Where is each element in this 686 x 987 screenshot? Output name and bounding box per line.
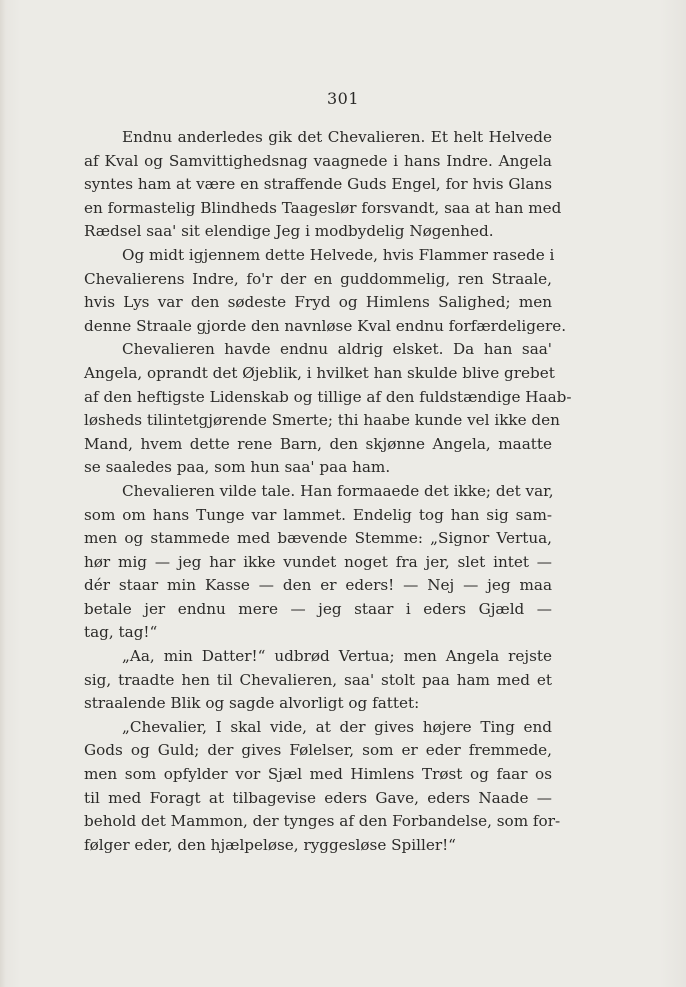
text-line: Chevalieren vilde tale. Han formaaede det ikke; det var,	[122, 481, 554, 500]
text-line: betale jer endnu mere — jeg staar i eders Gjæld —	[84, 599, 552, 618]
text-line: men som opfylder vor Sjæl med Himlens Trøst og faar os	[84, 765, 552, 784]
text-line: Og midt igjennem dette Helvede, hvis Flammer rasede i	[122, 245, 555, 264]
paragraph	[84, 338, 572, 480]
paragraph	[84, 480, 552, 645]
text-line: følger eder, den hjælpeløse, ryggesløse Spiller!“	[84, 835, 456, 854]
text-line: „Aa, min Datter!“ udbrød Vertua; men Angela rejste	[122, 647, 552, 666]
text-line: Mand, hvem dette rene Barn, den skjønne Angela, maatte	[84, 434, 552, 453]
text-line: Chevalierens Indre, fo'r der en guddommelig, ren Straale,	[84, 269, 552, 288]
text-line: Endnu anderledes gik det Chevalieren. Et helt Helvede	[122, 128, 552, 146]
text-line: men og stammede med bævende Stemme: „Signor Vertua,	[84, 529, 552, 548]
text-line: en formastelig Blindheds Taageslør forsvandt, saa at han med	[84, 198, 562, 217]
paragraph	[84, 716, 561, 858]
text-line: tag, tag!“	[84, 623, 158, 642]
text-line: denne Straale gjorde den navnløse Kval endnu forfærdeligere.	[84, 316, 567, 335]
text-line: sig, traadte hen til Chevalieren, saa' stolt paa ham med et	[84, 670, 552, 689]
text-line: syntes ham at være en straffende Guds Engel, for hvis Glans	[84, 175, 552, 194]
text-line: Gods og Guld; der gives Følelser, som er eder fremmede,	[84, 741, 552, 760]
text-line: behold det Mammon, der tynges af den Forbandelse, som for-	[84, 812, 561, 831]
body-text	[84, 126, 572, 857]
text-line: til med Foragt at tilbagevise eders Gave, eders Naade —	[84, 788, 552, 807]
page-number: 301	[326, 89, 360, 108]
text-line: Rædsel saa' sit elendige Jeg i modbydelig Nøgenhed.	[84, 222, 494, 241]
text-line: Angela, oprandt det Øjeblik, i hvilket han skulde blive grebet	[84, 363, 555, 382]
text-line: hør mig — jeg har ikke vundet noget fra jer, slet intet —	[84, 552, 552, 571]
text-line: straalende Blik og sagde alvorligt og fattet:	[84, 694, 420, 713]
text-line: hvis Lys var den sødeste Fryd og Himlens Salighed; men	[84, 293, 552, 312]
text-line: dér staar min Kasse — den er eders! — Nej — jeg maa	[84, 576, 552, 595]
text-line: af den heftigste Lidenskab og tillige af den fuldstændige Haab-	[84, 387, 572, 406]
text-line: af Kval og Samvittighedsnag vaagnede i hans Indre. Angela	[84, 151, 552, 170]
text-line: „Chevalier, I skal vide, at der gives højere Ting end	[122, 717, 552, 736]
text-line: se saaledes paa, som hun saa' paa ham.	[84, 458, 391, 477]
paragraph	[84, 126, 562, 244]
paragraph	[84, 645, 552, 716]
text-line: som om hans Tunge var lammet. Endelig tog han sig sam-	[84, 505, 552, 524]
text-line: løsheds tilintetgjørende Smerte; thi haabe kunde vel ikke den	[84, 411, 560, 430]
paragraph	[84, 244, 567, 338]
text-line: Chevalieren havde endnu aldrig elsket. Da han saa'	[122, 340, 552, 359]
